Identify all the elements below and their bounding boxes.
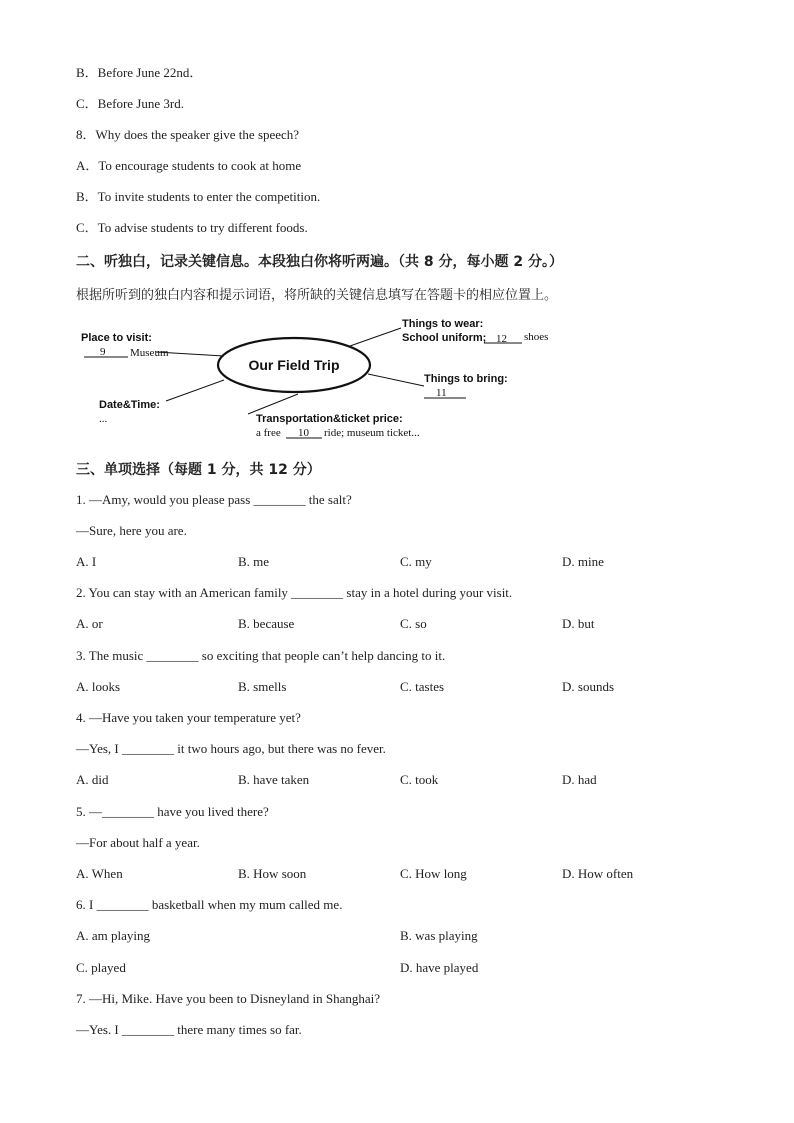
bring-label: Things to bring: (424, 373, 508, 385)
q4-option-a: A. did (76, 772, 109, 787)
option-7c: C．Before June 3rd. (76, 96, 184, 111)
field-trip-mindmap (76, 318, 549, 443)
question-4: 4. —Have you taken your temperature yet? (76, 710, 301, 725)
section3-heading: 三、单项选择（每题 1 分，共 12 分） (76, 462, 321, 478)
q1-option-d: D. mine (562, 554, 604, 569)
q5-option-d: D. How often (562, 866, 634, 881)
place-label: Place to visit: (81, 332, 152, 344)
question-1-reply: —Sure, here you are. (76, 523, 187, 538)
section2-heading: 二、听独白，记录关键信息。本段独白你将听两遍。（共 8 分，每小题 2 分。） (76, 254, 563, 270)
q2-option-d: D. but (562, 616, 595, 631)
q4-option-c: C. took (400, 772, 439, 787)
q2-option-a: A. or (76, 616, 103, 631)
option-8a: A．To encourage students to cook at home (76, 158, 302, 173)
question-5: 5. —________ have you lived there? (76, 804, 269, 819)
transport-blank: 10 (298, 427, 309, 439)
wear-tail: shoes (524, 331, 549, 343)
option-8c: C．To advise students to try different foods. (76, 220, 308, 235)
question-7-reply: —Yes. I ________ there many times so far. (76, 1022, 302, 1037)
q1-option-b: B. me (238, 554, 270, 569)
wear-blank: 12 (496, 333, 507, 345)
q4-option-d: D. had (562, 772, 597, 787)
question-3: 3. The music ________ so exciting that people can’t help dancing to it. (76, 648, 446, 663)
q5-option-c: C. How long (400, 866, 467, 881)
question-5-reply: —For about half a year. (76, 835, 200, 850)
question-1: 1. —Amy, would you please pass ________ the salt? (76, 492, 352, 507)
q3-option-a: A. looks (76, 679, 121, 694)
wear-value: School uniform; (402, 332, 487, 344)
q5-option-a: A. When (76, 866, 123, 881)
transport-prefix: a free (256, 427, 281, 439)
question-6: 6. I ________ basketball when my mum called me. (76, 897, 343, 912)
question-7: 7. —Hi, Mike. Have you been to Disneyland in Shanghai? (76, 991, 380, 1006)
q2-option-b: B. because (238, 616, 295, 631)
q4-option-b: B. have taken (238, 772, 310, 787)
question-8: 8．Why does the speaker give the speech? (76, 127, 300, 142)
q6-option-c: C. played (76, 960, 126, 975)
bring-blank: 11 (436, 387, 447, 399)
date-value: ... (99, 413, 108, 425)
transport-suffix: ride; museum ticket... (324, 427, 420, 439)
transport-label: Transportation&ticket price: (256, 413, 403, 425)
question-4-reply: —Yes, I ________ it two hours ago, but there was no fever. (76, 741, 386, 756)
q2-option-c: C. so (400, 616, 427, 631)
question-2: 2. You can stay with an American family ________ stay in a hotel during your visit. (76, 585, 513, 600)
q5-option-b: B. How soon (238, 866, 307, 881)
q6-option-a: A. am playing (76, 928, 151, 943)
option-7b: B．Before June 22nd． (76, 65, 203, 80)
q6-option-d: D. have played (400, 960, 479, 975)
section2-instruction: 根据所听到的独白内容和提示词语，将所缺的关键信息填写在答题卡的相应位置上。 (76, 288, 558, 303)
wear-label: Things to wear: (402, 318, 484, 330)
place-value: Museum (130, 347, 169, 359)
place-blank: 9 (100, 346, 106, 358)
q3-option-d: D. sounds (562, 679, 615, 694)
q3-option-c: C. tastes (400, 679, 445, 694)
mindmap-center: Our Field Trip (248, 357, 340, 373)
q6-option-b: B. was playing (400, 928, 478, 943)
q1-option-a: A. I (76, 554, 97, 569)
q3-option-b: B. smells (238, 679, 287, 694)
option-8b: B．To invite students to enter the competition. (76, 189, 321, 204)
date-label: Date&Time: (99, 399, 160, 411)
q1-option-c: C. my (400, 554, 432, 569)
